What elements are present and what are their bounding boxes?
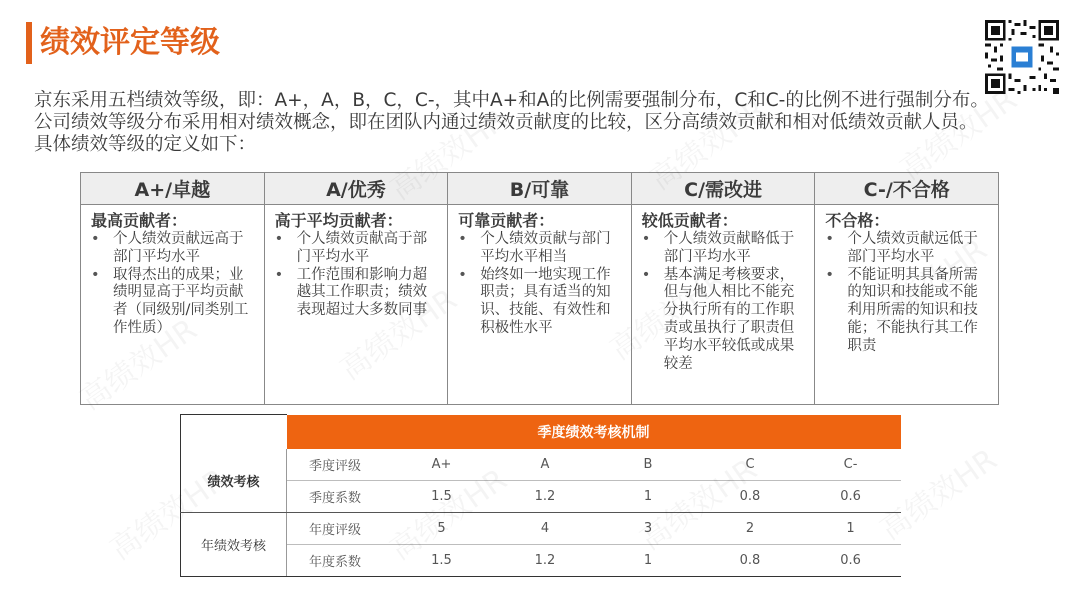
grade-cell-a	[264, 205, 448, 405]
table-cell: 5	[390, 513, 494, 545]
intro-line: 公司绩效等级分布采用相对绩效概念，即在团队内通过绩效贡献度的比较，区分高绩效贡献和相对低绩效贡献人员。	[34, 112, 978, 133]
table-cell: 1	[801, 513, 901, 545]
grade-cell-c-minus	[815, 205, 999, 405]
table-row	[181, 449, 901, 481]
page-title: 绩效评定等级	[40, 25, 220, 60]
row-label: 季度评级	[287, 449, 390, 481]
bullet-item: • 取得杰出的成果；业绩明显高于平均贡献者（同级别/同类别工作性质）	[91, 267, 256, 338]
bullet-item: • 始终如一地实现工作职责；具有适当的知识、技能、有效性和积极性水平	[458, 267, 623, 338]
table-cell: 0.8	[700, 481, 801, 513]
grade-header-a: A/优秀	[264, 173, 448, 205]
grade-cell-bullets	[642, 231, 807, 373]
bullet-item: • 个人绩效贡献略低于部门平均水平	[642, 231, 807, 267]
table-cell: C-	[801, 449, 901, 481]
grade-definition-table	[80, 172, 999, 405]
row-label: 年度评级	[287, 513, 390, 545]
table-cell: B	[597, 449, 700, 481]
table-row	[181, 545, 901, 577]
bullet-item: • 个人绩效贡献远低于部门平均水平	[825, 231, 990, 267]
grade-cell-heading: 较低贡献者：	[641, 211, 738, 230]
table-cell: 4	[494, 513, 597, 545]
bullet-item: • 个人绩效贡献远高于部门平均水平	[91, 231, 256, 267]
bullet-item: • 个人绩效贡献高于部门平均水平	[275, 231, 440, 267]
grade-cell-heading: 不合格：	[825, 211, 890, 230]
table-cell: 2	[700, 513, 801, 545]
quarter-group-label: 绩效考核	[181, 449, 287, 513]
grade-header-c-minus: C-/不合格	[815, 173, 999, 205]
grade-cell-b	[448, 205, 632, 405]
bullet-item: • 个人绩效贡献与部门平均水平相当	[458, 231, 623, 267]
mechanism-corner-cell	[181, 415, 287, 449]
table-cell: 1.5	[390, 481, 494, 513]
table-cell: C	[700, 449, 801, 481]
title-accent-bar	[26, 22, 32, 64]
intro-line: 京东采用五档绩效等级，即：A+，A，B，C，C-，其中A+和A的比例需要强制分布，C和C-的比例不进行强制分布。	[34, 90, 989, 111]
mechanism-title: 季度绩效考核机制	[287, 415, 901, 449]
grade-cell-bullets	[458, 231, 623, 338]
bullet-item: • 不能证明其具备所需的知识和技能或不能利用所需的知识和技能；不能执行其工作职责	[825, 267, 990, 356]
grade-header-b: B/可靠	[448, 173, 632, 205]
grade-cell-c	[631, 205, 815, 405]
grade-header-c: C/需改进	[631, 173, 815, 205]
table-cell: 0.6	[801, 481, 901, 513]
grade-header-row	[81, 173, 999, 205]
year-group-label: 年绩效考核	[181, 513, 287, 577]
table-cell: 0.6	[801, 545, 901, 577]
table-cell: 0.8	[700, 545, 801, 577]
quarterly-mechanism-table	[180, 414, 901, 577]
row-label: 季度系数	[287, 481, 390, 513]
mechanism-title-row	[181, 415, 901, 449]
grade-cell-bullets	[91, 231, 256, 338]
qr-code-icon	[985, 20, 1059, 94]
bullet-item: • 基本满足考核要求，但与他人相比不能充分执行所有的工作职责或虽执行了职责但平均水平较低或成果较差	[642, 267, 807, 374]
intro-text	[34, 90, 1074, 156]
table-cell: 1	[597, 481, 700, 513]
bullet-item: • 工作范围和影响力超越其工作职责；绩效表现超过大多数同事	[275, 267, 440, 320]
grade-cell-heading: 高于平均贡献者：	[274, 211, 403, 230]
table-cell: 1.5	[390, 545, 494, 577]
grade-cell-bullets	[825, 231, 990, 356]
table-cell: 1	[597, 545, 700, 577]
table-cell: 3	[597, 513, 700, 545]
grade-definition-row	[81, 205, 999, 405]
grade-header-a-plus: A+/卓越	[81, 173, 265, 205]
table-cell: A+	[390, 449, 494, 481]
intro-line: 具体绩效等级的定义如下：	[34, 134, 257, 155]
table-cell: A	[494, 449, 597, 481]
grade-cell-a-plus	[81, 205, 265, 405]
grade-cell-bullets	[275, 231, 440, 320]
table-row	[181, 513, 901, 545]
table-cell: 1.2	[494, 481, 597, 513]
grade-cell-heading: 可靠贡献者：	[458, 211, 555, 230]
grade-cell-heading: 最高贡献者：	[91, 211, 188, 230]
table-cell: 1.2	[494, 545, 597, 577]
table-row	[181, 481, 901, 513]
row-label: 年度系数	[287, 545, 390, 577]
